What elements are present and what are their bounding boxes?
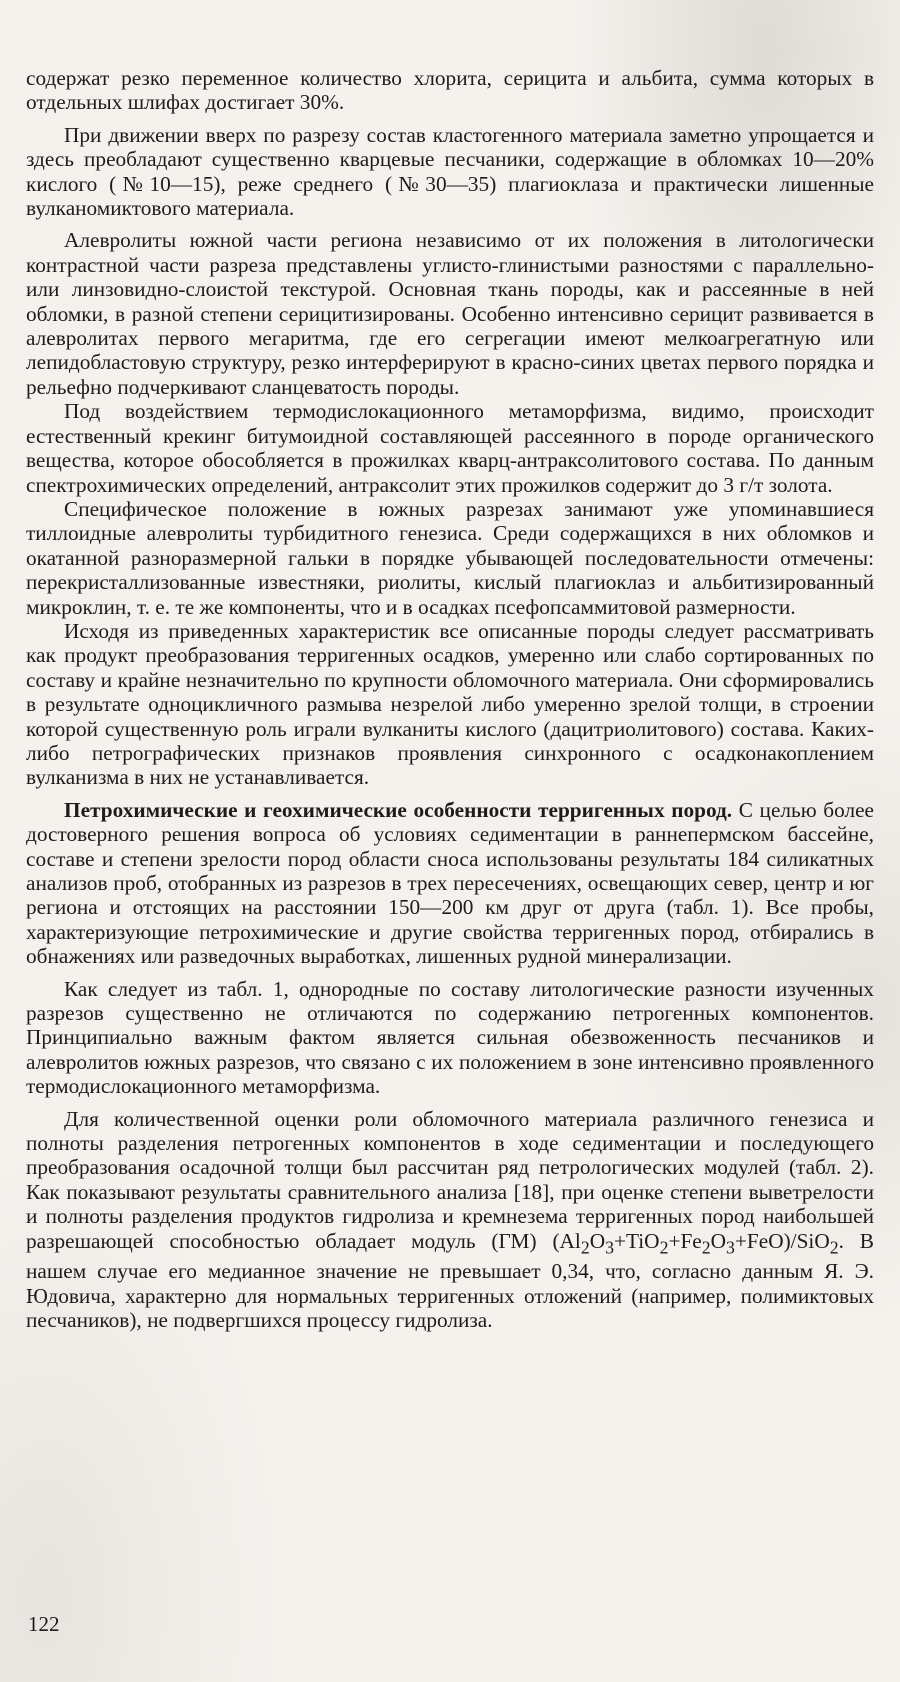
paragraph-9 <box>26 1107 874 1333</box>
paragraph-9-intro: Для количественной оценки роли обломочного материала различного генезиса и полноты разделения петрогенных компонентов в ходе седиментации и последующего преобразования осадочной толщи был рассчитан ряд петрологических модулей (табл. 2). Как показывают результаты сравнительного анализа [18], при оценке степени выветрелости и полноты разделения продуктов гидролиза и кремнезема терригенных пород наибольшей разрешающей способностью обладает модуль (ГМ) <box>26 1106 874 1253</box>
section-heading: Петрохимические и геохимические особенности терригенных пород. <box>64 797 733 822</box>
section-paragraph <box>26 798 874 969</box>
paragraph-3: Алевролиты южной части региона независимо от их положения в литологически контрастной части разреза представлены углисто-глинистыми разностями с параллельно- или линзовидно-слоистой текстурой. Основная ткань породы, как и рассеянные в ней обломки, в разной степени серицитизированы. Особенно интенсивно серицит развивается в алевролитах первого мегаритма, где его сегрегации имеют мелкоагрегатную или лепидобластовую структуру, резко интерферируют в красно-синих цветах первого порядка и рельефно подчеркивают сланцеватость породы. <box>26 228 874 399</box>
page-number: 122 <box>28 1612 60 1636</box>
page-text <box>26 66 874 1341</box>
paragraph-1: содержат резко переменное количество хлорита, серицита и альбита, сумма которых в отдельных шлифах достигает 30%. <box>26 66 874 115</box>
paragraph-4: Под воздействием термодислокационного метаморфизма, видимо, происходит естественный крекинг битумоидной составляющей рассеянного в породе органического вещества, которое обособляется в прожилках кварц-антраксолитового состава. По данным спектрохимических определений, антраксолит этих прожилков содержит до 3 г/т золота. <box>26 399 874 497</box>
paragraph-6: Исходя из приведенных характеристик все описанные породы следует рассматривать как продукт преобразования терригенных осадков, умеренно или слабо сортированных по составу и крайне незначительно по крупности обломочного материала. Они сформировались в результате одноцикличного размыва незрелой либо умеренно зрелой толщи, в строении которой существенную роль играли вулканиты кислого (дацитриолитового) состава. Каких-либо петрографических признаков проявления синхронного с осадконакоплением вулканизма в них не устанавливается. <box>26 618 874 790</box>
paragraph-5: Специфическое положение в южных разрезах занимают уже упоминавшиеся тиллоидные алевролиты турбидитного генезиса. Среди содержащихся в них обломков и окатанной разноразмерной гальки в порядке убывающей последовательности отмечены: перекристаллизованные известняки, риолиты, кислый плагиоклаз и альбитизированный микроклин, т. е. те же компоненты, что и в осадках псефопсаммитовой размерности. <box>26 496 874 619</box>
paragraph-9-end: В нашем случае его медианное значение не превышает 0,34, что, согласно данным Я. Э. Юдовича, характерно для нормальных терригенных отложений (например, полимиктовых песчаников), не подвергшихся процессу гидролиза. <box>26 1228 875 1333</box>
paragraph-8: Как следует из табл. 1, однородные по составу литологические разности изученных разрезов существенно не отличаются по содержанию петрогенных компонентов. Принципиально важным фактом является сильная обезвоженность песчаников и алевролитов южных разрезов, что связано с их положением в зоне интенсивно проявленного термодислокационного метаморфизма. <box>26 976 874 1099</box>
section-text: С целью более достоверного решения вопроса об условиях седиментации в раннепермском бассейне, составе и степени зрелости пород области сноса использованы результаты 184 силикатных анализов проб, отобранных из разрезов в трех пересечениях, освещающих север, центр и юг региона и отстоящих на расстоянии 150—200 км друг от друга (табл. 1). Все пробы, характеризующие петрохимические и другие свойства терригенных пород, отбирались в обнажениях или разведочных выработках, лишенных рудной минерализации. <box>26 797 874 969</box>
paragraph-2: При движении вверх по разрезу состав кластогенного материала заметно упрощается и здесь преобладают существенно кварцевые песчаники, содержащие в обломках 10—20% кислого (№10—15), реже среднего (№30—35) плагиоклаза и практически лишенные вулканомиктового материала. <box>26 122 874 221</box>
gm-formula: $(Al_2O_3+TiO_2+Fe_2O_3+FeO)/SiO_2$. <box>552 1228 844 1257</box>
